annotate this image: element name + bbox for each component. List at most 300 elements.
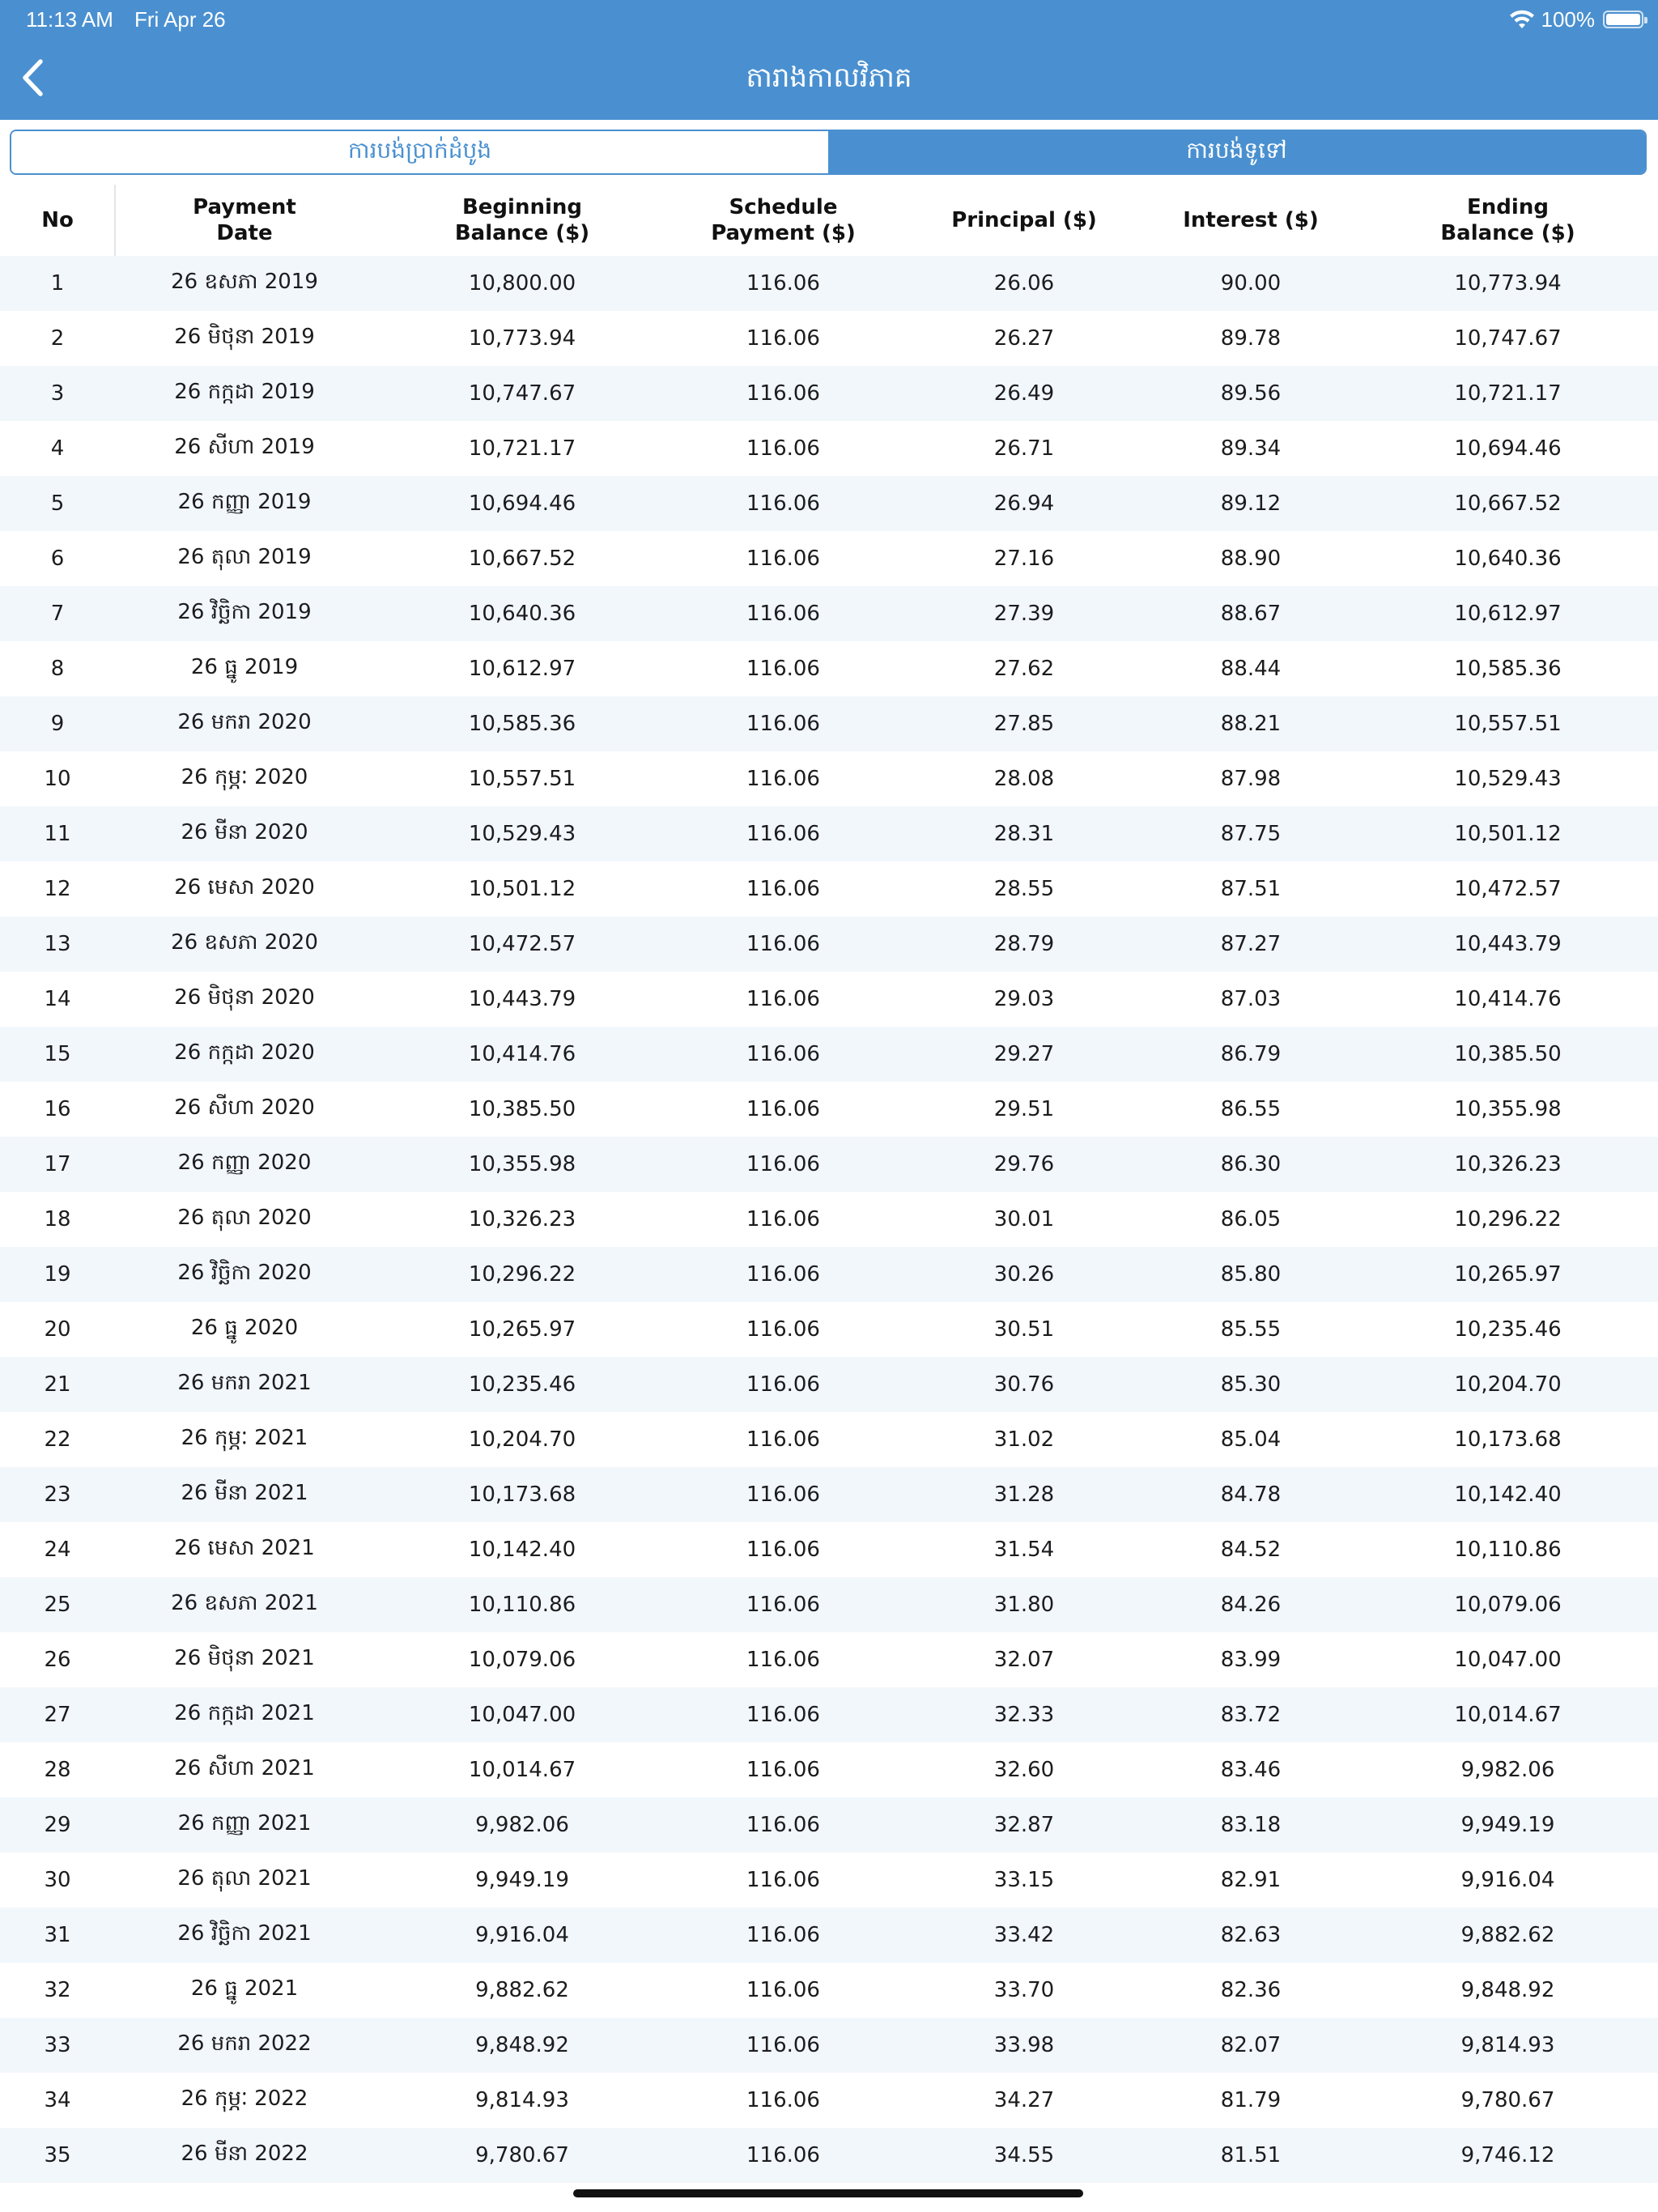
cell-schedule-payment: 116.06 <box>746 1482 820 1507</box>
cell-beginning-balance: 10,355.98 <box>468 1152 576 1176</box>
cell-beginning-balance: 10,110.86 <box>468 1593 576 1617</box>
cell-payment-date: 26 កញ្ញា 2019 <box>177 490 312 514</box>
cell-ending-balance: 10,721.17 <box>1454 381 1562 406</box>
cell-beginning-balance: 10,047.00 <box>468 1703 576 1727</box>
cell-no: 16 <box>44 1097 71 1121</box>
battery-icon <box>1603 11 1643 28</box>
cell-payment-date: 26 កញ្ញា 2020 <box>177 1151 312 1175</box>
cell-no: 10 <box>44 767 71 791</box>
cell-no: 22 <box>44 1427 71 1452</box>
cell-principal: 26.49 <box>993 381 1055 406</box>
cell-ending-balance: 10,667.52 <box>1454 491 1562 516</box>
cell-interest: 82.63 <box>1220 1923 1282 1947</box>
cell-schedule-payment: 116.06 <box>746 326 820 351</box>
cell-schedule-payment: 116.06 <box>746 1042 820 1066</box>
cell-beginning-balance: 10,501.12 <box>468 877 576 901</box>
cell-beginning-balance: 9,949.19 <box>475 1868 569 1892</box>
table-row <box>0 806 1658 861</box>
cell-interest: 84.78 <box>1220 1482 1282 1507</box>
table-row <box>0 1302 1658 1357</box>
cell-ending-balance: 10,501.12 <box>1454 822 1562 846</box>
cell-no: 33 <box>44 2033 71 2057</box>
cell-payment-date: 26 វិច្ឆិកា 2019 <box>177 600 312 624</box>
cell-ending-balance: 9,848.92 <box>1460 1978 1555 2002</box>
table-row <box>0 1137 1658 1192</box>
cell-ending-balance: 9,916.04 <box>1460 1868 1555 1892</box>
battery-level <box>1606 14 1640 25</box>
cell-schedule-payment: 116.06 <box>746 1758 820 1782</box>
cell-no: 31 <box>44 1923 71 1947</box>
cell-beginning-balance: 10,173.68 <box>468 1482 576 1507</box>
table-row <box>0 1522 1658 1577</box>
cell-principal: 33.15 <box>993 1868 1055 1892</box>
cell-schedule-payment: 116.06 <box>746 822 820 846</box>
cell-interest: 81.79 <box>1220 2088 1282 2112</box>
cell-payment-date: 26 មីនា 2020 <box>181 820 308 844</box>
cell-beginning-balance: 10,640.36 <box>468 602 576 626</box>
cell-interest: 87.98 <box>1220 767 1282 791</box>
cell-principal: 31.54 <box>993 1538 1055 1562</box>
cell-principal: 29.76 <box>993 1152 1055 1176</box>
table-row <box>0 1192 1658 1247</box>
cell-payment-date: 26 កក្កដា 2020 <box>174 1040 315 1065</box>
cell-payment-date: 26 កុម្ភៈ 2022 <box>181 2087 308 2111</box>
cell-ending-balance: 10,326.23 <box>1454 1152 1562 1176</box>
cell-interest: 82.07 <box>1220 2033 1282 2057</box>
cell-payment-date: 26 មករា 2020 <box>177 710 312 734</box>
cell-principal: 34.27 <box>993 2088 1055 2112</box>
cell-no: 19 <box>44 1262 71 1287</box>
table-row <box>0 917 1658 972</box>
cell-schedule-payment: 116.06 <box>746 1427 820 1452</box>
cell-payment-date: 26 ធ្នូ 2019 <box>190 655 299 679</box>
cell-principal: 28.55 <box>993 877 1055 901</box>
cell-principal: 31.02 <box>993 1427 1055 1452</box>
cell-ending-balance: 10,047.00 <box>1454 1648 1562 1672</box>
cell-ending-balance: 10,585.36 <box>1454 657 1562 681</box>
cell-beginning-balance: 10,142.40 <box>468 1538 576 1562</box>
cell-ending-balance: 9,882.62 <box>1460 1923 1555 1947</box>
cell-beginning-balance: 10,265.97 <box>468 1317 576 1342</box>
table-row <box>0 751 1658 806</box>
cell-payment-date: 26 វិច្ឆិកា 2021 <box>177 1921 312 1946</box>
table-row <box>0 641 1658 696</box>
cell-no: 18 <box>44 1207 71 1231</box>
cell-payment-date: 26 ឧសភា 2020 <box>171 930 318 955</box>
cell-payment-date: 26 កក្កដា 2019 <box>174 380 315 404</box>
cell-ending-balance: 10,014.67 <box>1454 1703 1562 1727</box>
cell-payment-date: 26 មេសា 2020 <box>174 875 315 900</box>
cell-interest: 83.72 <box>1220 1703 1282 1727</box>
cell-beginning-balance: 10,014.67 <box>468 1758 576 1782</box>
cell-schedule-payment: 116.06 <box>746 381 820 406</box>
cell-schedule-payment: 116.06 <box>746 932 820 956</box>
cell-interest: 88.67 <box>1220 602 1282 626</box>
table-row <box>0 311 1658 366</box>
cell-ending-balance: 10,173.68 <box>1454 1427 1562 1452</box>
cell-principal: 32.33 <box>993 1703 1055 1727</box>
cell-payment-date: 26 មករា 2021 <box>177 1371 312 1395</box>
cell-interest: 82.36 <box>1220 1978 1282 2002</box>
schedule-table-body <box>0 256 1658 2183</box>
cell-payment-date: 26 ធ្នូ 2020 <box>190 1316 299 1340</box>
cell-payment-date: 26 កញ្ញា 2021 <box>177 1811 312 1836</box>
cell-interest: 86.30 <box>1220 1152 1282 1176</box>
table-row <box>0 531 1658 586</box>
cell-interest: 87.03 <box>1220 987 1282 1011</box>
col-header-schedule-payment: Schedule Payment ($) <box>711 195 856 245</box>
cell-schedule-payment: 116.06 <box>746 1923 820 1947</box>
cell-beginning-balance: 10,721.17 <box>468 436 576 461</box>
cell-payment-date: 26 មីនា 2022 <box>181 2142 308 2166</box>
cell-principal: 27.62 <box>993 657 1055 681</box>
cell-ending-balance: 10,079.06 <box>1454 1593 1562 1617</box>
cell-principal: 33.98 <box>993 2033 1055 2057</box>
cell-principal: 26.94 <box>993 491 1055 516</box>
cell-principal: 29.27 <box>993 1042 1055 1066</box>
cell-schedule-payment: 116.06 <box>746 1868 820 1892</box>
cell-principal: 27.85 <box>993 712 1055 736</box>
cell-payment-date: 26 កុម្ភៈ 2021 <box>181 1426 308 1450</box>
cell-interest: 83.46 <box>1220 1758 1282 1782</box>
cell-beginning-balance: 10,529.43 <box>468 822 576 846</box>
cell-payment-date: 26 មិថុនា 2021 <box>174 1646 315 1670</box>
cell-interest: 86.05 <box>1220 1207 1282 1231</box>
cell-beginning-balance: 10,443.79 <box>468 987 576 1011</box>
cell-payment-date: 26 សីហា 2020 <box>174 1095 315 1120</box>
cell-schedule-payment: 116.06 <box>746 2143 820 2167</box>
col-header-beginning-balance: Beginning Balance ($) <box>454 195 590 245</box>
cell-interest: 84.26 <box>1220 1593 1282 1617</box>
cell-schedule-payment: 116.06 <box>746 1593 820 1617</box>
cell-no: 13 <box>44 932 71 956</box>
status-indicators <box>1509 5 1644 34</box>
cell-schedule-payment: 116.06 <box>746 987 820 1011</box>
cell-principal: 34.55 <box>993 2143 1055 2167</box>
cell-no: 24 <box>44 1538 71 1562</box>
cell-schedule-payment: 116.06 <box>746 491 820 516</box>
cell-no: 20 <box>44 1317 71 1342</box>
col-header-ending-balance: Ending Balance ($) <box>1440 195 1575 245</box>
status-time <box>26 5 226 34</box>
cell-schedule-payment: 116.06 <box>746 877 820 901</box>
cell-interest: 86.79 <box>1220 1042 1282 1066</box>
cell-interest: 83.18 <box>1220 1813 1282 1837</box>
cell-no: 23 <box>44 1482 71 1507</box>
cell-beginning-balance: 10,800.00 <box>468 271 576 296</box>
segment-initial-payment[interactable]: ការបង់ប្រាក់ដំបូង <box>11 131 828 173</box>
cell-principal: 26.06 <box>993 271 1055 296</box>
cell-principal: 26.27 <box>993 326 1055 351</box>
cell-ending-balance: 9,982.06 <box>1460 1758 1555 1782</box>
table-row <box>0 2073 1658 2128</box>
cell-payment-date: 26 តុលា 2019 <box>177 545 312 569</box>
cell-no: 28 <box>44 1758 71 1782</box>
table-row <box>0 1908 1658 1963</box>
cell-interest: 89.34 <box>1220 436 1282 461</box>
cell-no: 3 <box>50 381 65 406</box>
cell-principal: 32.60 <box>993 1758 1055 1782</box>
cell-principal: 26.71 <box>993 436 1055 461</box>
cell-no: 15 <box>44 1042 71 1066</box>
cell-beginning-balance: 10,747.67 <box>468 381 576 406</box>
page-title: តារាងកាលវិភាគ <box>746 62 912 94</box>
cell-interest: 89.56 <box>1220 381 1282 406</box>
table-row <box>0 972 1658 1027</box>
cell-ending-balance: 10,472.57 <box>1454 877 1562 901</box>
cell-schedule-payment: 116.06 <box>746 1097 820 1121</box>
cell-beginning-balance: 10,296.22 <box>468 1262 576 1287</box>
cell-ending-balance: 10,414.76 <box>1454 987 1562 1011</box>
cell-no: 2 <box>50 326 65 351</box>
cell-no: 27 <box>44 1703 71 1727</box>
status-date: Fri Apr 26 <box>134 7 226 32</box>
cell-principal: 27.16 <box>993 547 1055 571</box>
col-header-interest: Interest ($) <box>1183 208 1319 232</box>
cell-no: 26 <box>44 1648 71 1672</box>
cell-ending-balance: 9,814.93 <box>1460 2033 1555 2057</box>
cell-payment-date: 26 ឧសភា 2019 <box>171 270 318 294</box>
cell-principal: 30.76 <box>993 1372 1055 1397</box>
cell-payment-date: 26 មិថុនា 2019 <box>174 325 315 349</box>
cell-interest: 88.90 <box>1220 547 1282 571</box>
table-row <box>0 1082 1658 1137</box>
cell-interest: 83.99 <box>1220 1648 1282 1672</box>
cell-no: 9 <box>50 712 65 736</box>
cell-beginning-balance: 10,079.06 <box>468 1648 576 1672</box>
cell-payment-date: 26 មករា 2022 <box>177 2031 312 2056</box>
table-row <box>0 1742 1658 1797</box>
cell-beginning-balance: 10,557.51 <box>468 767 576 791</box>
cell-interest: 84.52 <box>1220 1538 1282 1562</box>
cell-ending-balance: 10,385.50 <box>1454 1042 1562 1066</box>
table-row <box>0 1027 1658 1082</box>
cell-payment-date: 26 តុលា 2021 <box>177 1866 312 1891</box>
cell-principal: 32.87 <box>993 1813 1055 1837</box>
col-header-payment-date: Payment Date <box>193 195 296 245</box>
cell-payment-date: 26 មីនា 2021 <box>181 1481 308 1505</box>
cell-ending-balance: 10,296.22 <box>1454 1207 1562 1231</box>
cell-payment-date: 26 តុលា 2020 <box>177 1206 312 1230</box>
cell-schedule-payment: 116.06 <box>746 1152 820 1176</box>
table-row <box>0 696 1658 751</box>
cell-no: 25 <box>44 1593 71 1617</box>
cell-interest: 90.00 <box>1220 271 1282 296</box>
table-header <box>0 185 1658 256</box>
cell-interest: 87.75 <box>1220 822 1282 846</box>
cell-principal: 33.42 <box>993 1923 1055 1947</box>
cell-ending-balance: 10,110.86 <box>1454 1538 1562 1562</box>
cell-payment-date: 26 មិថុនា 2020 <box>174 985 315 1010</box>
cell-ending-balance: 10,529.43 <box>1454 767 1562 791</box>
table-row <box>0 366 1658 421</box>
cell-principal: 28.31 <box>993 822 1055 846</box>
table-row <box>0 1687 1658 1742</box>
battery-percentage: 100% <box>1541 6 1595 32</box>
cell-interest: 85.55 <box>1220 1317 1282 1342</box>
cell-interest: 81.51 <box>1220 2143 1282 2167</box>
table-row <box>0 1632 1658 1687</box>
navigation-bar <box>0 0 1658 120</box>
cell-interest: 89.78 <box>1220 326 1282 351</box>
cell-principal: 29.51 <box>993 1097 1055 1121</box>
cell-beginning-balance: 10,667.52 <box>468 547 576 571</box>
cell-payment-date: 26 សីហា 2019 <box>174 435 315 459</box>
cell-principal: 30.51 <box>993 1317 1055 1342</box>
cell-beginning-balance: 10,204.70 <box>468 1427 576 1452</box>
cell-schedule-payment: 116.06 <box>746 1648 820 1672</box>
cell-schedule-payment: 116.06 <box>746 767 820 791</box>
table-row <box>0 1797 1658 1853</box>
cell-schedule-payment: 116.06 <box>746 2088 820 2112</box>
cell-no: 14 <box>44 987 71 1011</box>
cell-ending-balance: 10,204.70 <box>1454 1372 1562 1397</box>
cell-ending-balance: 10,694.46 <box>1454 436 1562 461</box>
cell-payment-date: 26 មេសា 2021 <box>174 1536 315 1560</box>
cell-ending-balance: 10,612.97 <box>1454 602 1562 626</box>
table-row <box>0 2128 1658 2183</box>
cell-ending-balance: 9,949.19 <box>1460 1813 1555 1837</box>
cell-interest: 87.51 <box>1220 877 1282 901</box>
cell-payment-date: 26 ឧសភា 2021 <box>171 1591 318 1615</box>
cell-payment-date: 26 កុម្ភៈ 2020 <box>181 765 308 789</box>
cell-beginning-balance: 10,773.94 <box>468 326 576 351</box>
cell-principal: 28.08 <box>993 767 1055 791</box>
cell-ending-balance: 10,640.36 <box>1454 547 1562 571</box>
cell-schedule-payment: 116.06 <box>746 2033 820 2057</box>
cell-schedule-payment: 116.06 <box>746 1207 820 1231</box>
cell-beginning-balance: 9,882.62 <box>475 1978 569 2002</box>
cell-payment-date: 26 ធ្នូ 2021 <box>190 1976 299 2001</box>
cell-no: 34 <box>44 2088 71 2112</box>
cell-ending-balance: 10,557.51 <box>1454 712 1562 736</box>
cell-beginning-balance: 10,385.50 <box>468 1097 576 1121</box>
cell-schedule-payment: 116.06 <box>746 712 820 736</box>
cell-schedule-payment: 116.06 <box>746 1538 820 1562</box>
table-row <box>0 1853 1658 1908</box>
cell-ending-balance: 10,747.67 <box>1454 326 1562 351</box>
cell-principal: 33.70 <box>993 1978 1055 2002</box>
cell-no: 32 <box>44 1978 71 2002</box>
cell-interest: 85.30 <box>1220 1372 1282 1397</box>
cell-no: 11 <box>44 822 71 846</box>
cell-schedule-payment: 116.06 <box>746 1813 820 1837</box>
cell-no: 7 <box>50 602 65 626</box>
cell-principal: 29.03 <box>993 987 1055 1011</box>
table-row <box>0 2018 1658 2073</box>
cell-beginning-balance: 10,612.97 <box>468 657 576 681</box>
cell-schedule-payment: 116.06 <box>746 1262 820 1287</box>
status-clock: 11:13 AM <box>26 7 113 32</box>
battery-cap <box>1644 17 1647 23</box>
cell-no: 8 <box>50 657 65 681</box>
cell-interest: 82.91 <box>1220 1868 1282 1892</box>
cell-schedule-payment: 116.06 <box>746 602 820 626</box>
cell-ending-balance: 10,355.98 <box>1454 1097 1562 1121</box>
cell-interest: 87.27 <box>1220 932 1282 956</box>
cell-no: 4 <box>50 436 65 461</box>
cell-ending-balance: 10,443.79 <box>1454 932 1562 956</box>
cell-ending-balance: 10,235.46 <box>1454 1317 1562 1342</box>
cell-schedule-payment: 116.06 <box>746 657 820 681</box>
cell-no: 12 <box>44 877 71 901</box>
cell-principal: 30.26 <box>993 1262 1055 1287</box>
cell-beginning-balance: 10,414.76 <box>468 1042 576 1066</box>
cell-no: 29 <box>44 1813 71 1837</box>
cell-ending-balance: 10,142.40 <box>1454 1482 1562 1507</box>
table-row <box>0 1963 1658 2018</box>
table-row <box>0 1247 1658 1302</box>
cell-beginning-balance: 9,982.06 <box>475 1813 569 1837</box>
table-row <box>0 1412 1658 1467</box>
cell-no: 5 <box>50 491 65 516</box>
cell-beginning-balance: 10,472.57 <box>468 932 576 956</box>
table-row <box>0 861 1658 917</box>
cell-beginning-balance: 9,916.04 <box>475 1923 569 1947</box>
cell-no: 35 <box>44 2143 71 2167</box>
cell-payment-date: 26 វិច្ឆិកា 2020 <box>177 1261 312 1285</box>
cell-schedule-payment: 116.06 <box>746 1703 820 1727</box>
table-row <box>0 421 1658 476</box>
cell-no: 21 <box>44 1372 71 1397</box>
table-row <box>0 256 1658 311</box>
cell-schedule-payment: 116.06 <box>746 1978 820 2002</box>
cell-schedule-payment: 116.06 <box>746 1317 820 1342</box>
cell-payment-date: 26 សីហា 2021 <box>174 1756 315 1780</box>
cell-principal: 32.07 <box>993 1648 1055 1672</box>
cell-schedule-payment: 116.06 <box>746 1372 820 1397</box>
wifi-icon <box>1509 9 1535 30</box>
cell-interest: 89.12 <box>1220 491 1282 516</box>
cell-ending-balance: 10,773.94 <box>1454 271 1562 296</box>
table-row <box>0 1357 1658 1412</box>
col-header-no: No <box>41 208 74 232</box>
table-row <box>0 586 1658 641</box>
cell-beginning-balance: 10,235.46 <box>468 1372 576 1397</box>
cell-interest: 88.44 <box>1220 657 1282 681</box>
home-indicator <box>573 2189 1083 2197</box>
cell-principal: 28.79 <box>993 932 1055 956</box>
cell-schedule-payment: 116.06 <box>746 436 820 461</box>
cell-no: 30 <box>44 1868 71 1892</box>
cell-principal: 31.80 <box>993 1593 1055 1617</box>
cell-schedule-payment: 116.06 <box>746 547 820 571</box>
cell-payment-date: 26 កក្កដា 2021 <box>174 1701 315 1725</box>
cell-beginning-balance: 10,694.46 <box>468 491 576 516</box>
cell-no: 17 <box>44 1152 71 1176</box>
segment-regular-payment[interactable]: ការបង់ទូទៅ <box>828 131 1645 173</box>
cell-beginning-balance: 10,326.23 <box>468 1207 576 1231</box>
cell-schedule-payment: 116.06 <box>746 271 820 296</box>
col-header-principal: Principal ($) <box>951 208 1097 232</box>
cell-beginning-balance: 9,780.67 <box>475 2143 569 2167</box>
cell-beginning-balance: 9,814.93 <box>475 2088 569 2112</box>
cell-no: 6 <box>50 547 65 571</box>
table-row <box>0 1467 1658 1522</box>
cell-no: 1 <box>50 271 65 296</box>
cell-ending-balance: 9,746.12 <box>1460 2143 1555 2167</box>
cell-interest: 85.04 <box>1220 1427 1282 1452</box>
cell-principal: 31.28 <box>993 1482 1055 1507</box>
cell-ending-balance: 9,780.67 <box>1460 2088 1555 2112</box>
cell-interest: 85.80 <box>1220 1262 1282 1287</box>
cell-interest: 88.21 <box>1220 712 1282 736</box>
cell-beginning-balance: 10,585.36 <box>468 712 576 736</box>
table-row <box>0 1577 1658 1632</box>
cell-principal: 27.39 <box>993 602 1055 626</box>
cell-interest: 86.55 <box>1220 1097 1282 1121</box>
cell-principal: 30.01 <box>993 1207 1055 1231</box>
